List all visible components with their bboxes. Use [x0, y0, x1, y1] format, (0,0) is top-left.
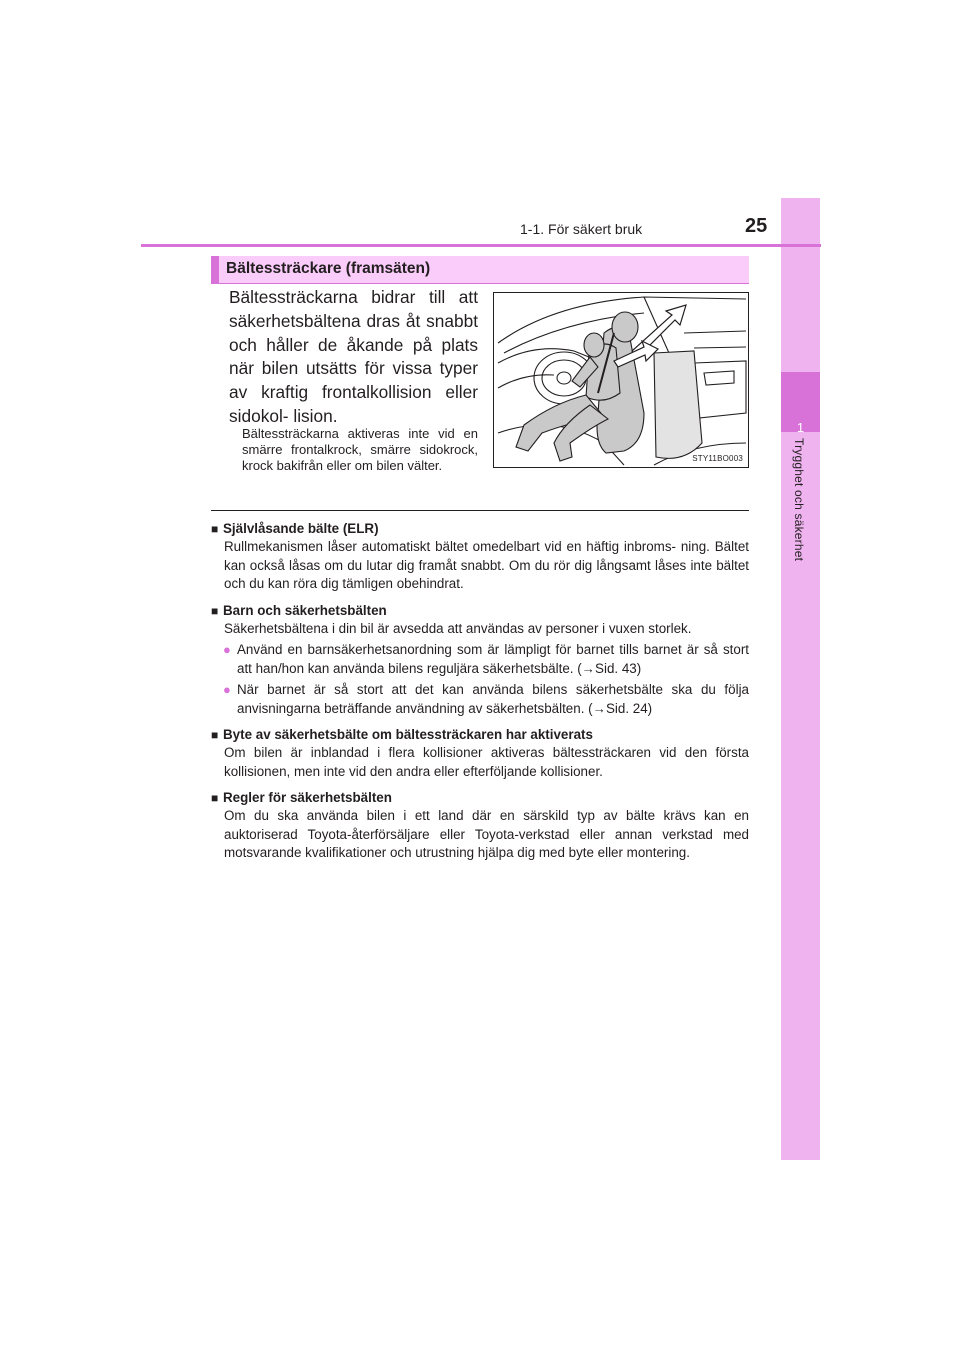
note-text: Säkerhetsbältena i din bil är avsedda att användas av personer i vuxen storlek. — [224, 620, 692, 636]
note-item-elr — [211, 520, 749, 594]
note-item-regulations — [211, 789, 749, 863]
car-interior-drawing — [494, 293, 748, 467]
header-section-path: 1-1. För säkert bruk — [520, 221, 643, 237]
figure-code: STY11BO003 — [692, 454, 743, 463]
note-heading: Barn och säkerhetsbälten — [223, 602, 387, 618]
note-heading: Byte av säkerhetsbälte om bältessträckaren har aktiverats — [223, 727, 593, 742]
section-title-bar — [211, 256, 219, 284]
list-item-text: Använd en barnsäkerhetsanordning som är lämpligt för barnet tills barnet är så stort att han/hon kan använda bilens reguljära säkerhetsbälte. (→Sid. 43) — [237, 642, 749, 676]
section-title: Bältessträckare (framsäten) — [226, 260, 431, 277]
header-rule — [141, 244, 821, 247]
square-bullet-icon: ■ — [211, 728, 219, 742]
chapter-number: 1 — [796, 420, 805, 435]
section-intro: Bältessträckarna bidrar till att säkerhetsbältena dras åt snabbt och håller de åkande på plats när bilen utsätts för vissa typer av kraftig frontalkollision eller sidokol- lision. — [229, 287, 478, 426]
note-heading: Regler för säkerhetsbälten — [223, 790, 392, 805]
page-number: 25 — [745, 215, 768, 237]
square-bullet-icon: ■ — [211, 522, 219, 536]
note-text: Om du ska använda bilen i ett land där en särskild typ av bälte krävs kan en auktoriserad Toyota-återförsäljare eller Toyota-verkstad eller annan verkstad med motsvarande kvalifikationer och utrustning hjälpa dig med byte eller montering. — [224, 808, 749, 860]
square-bullet-icon: ■ — [211, 603, 219, 618]
chapter-title: Trygghet och säkerhet — [792, 438, 806, 562]
note-item-replacement — [211, 726, 749, 781]
list-item — [223, 681, 749, 718]
chapter-side-tab — [781, 198, 820, 1160]
notes-list — [211, 516, 749, 863]
circle-bullet-icon: ● — [223, 682, 231, 697]
note-heading: Självlåsande bälte (ELR) — [223, 521, 379, 536]
list-item — [223, 641, 749, 678]
note-item-children — [211, 602, 749, 719]
list-item-text: När barnet är så stort att det kan använda bilens säkerhetsbälte ska du följa anvisningarna beträffande användning av säkerhetsbälten. (→Sid. 24) — [237, 682, 749, 716]
note-text: Om bilen är inblandad i flera kollisioner aktiveras bältessträckaren vid den första kollisionen, men inte vid den andra eller efterföljande kollisioner. — [224, 745, 749, 779]
square-bullet-icon: ■ — [211, 791, 219, 805]
note-text: Rullmekanismen låser automatiskt bältet omedelbart vid en häftig inbroms- ning. Bältet kan också låsas om du lutar dig framåt snabbt. Om du rör dig långsamt låses inte bältet och du kan röra dig tämligen obehindrat. — [224, 539, 749, 591]
seat-belt-pretensioner-illustration — [493, 292, 749, 468]
section-intro-note: Bältessträckarna aktiveras inte vid en smärre frontalkrock, smärre sidokrock, krock bakifrån eller om bilen välter. — [242, 426, 478, 473]
circle-bullet-icon: ● — [223, 642, 231, 657]
section-divider — [211, 510, 749, 511]
